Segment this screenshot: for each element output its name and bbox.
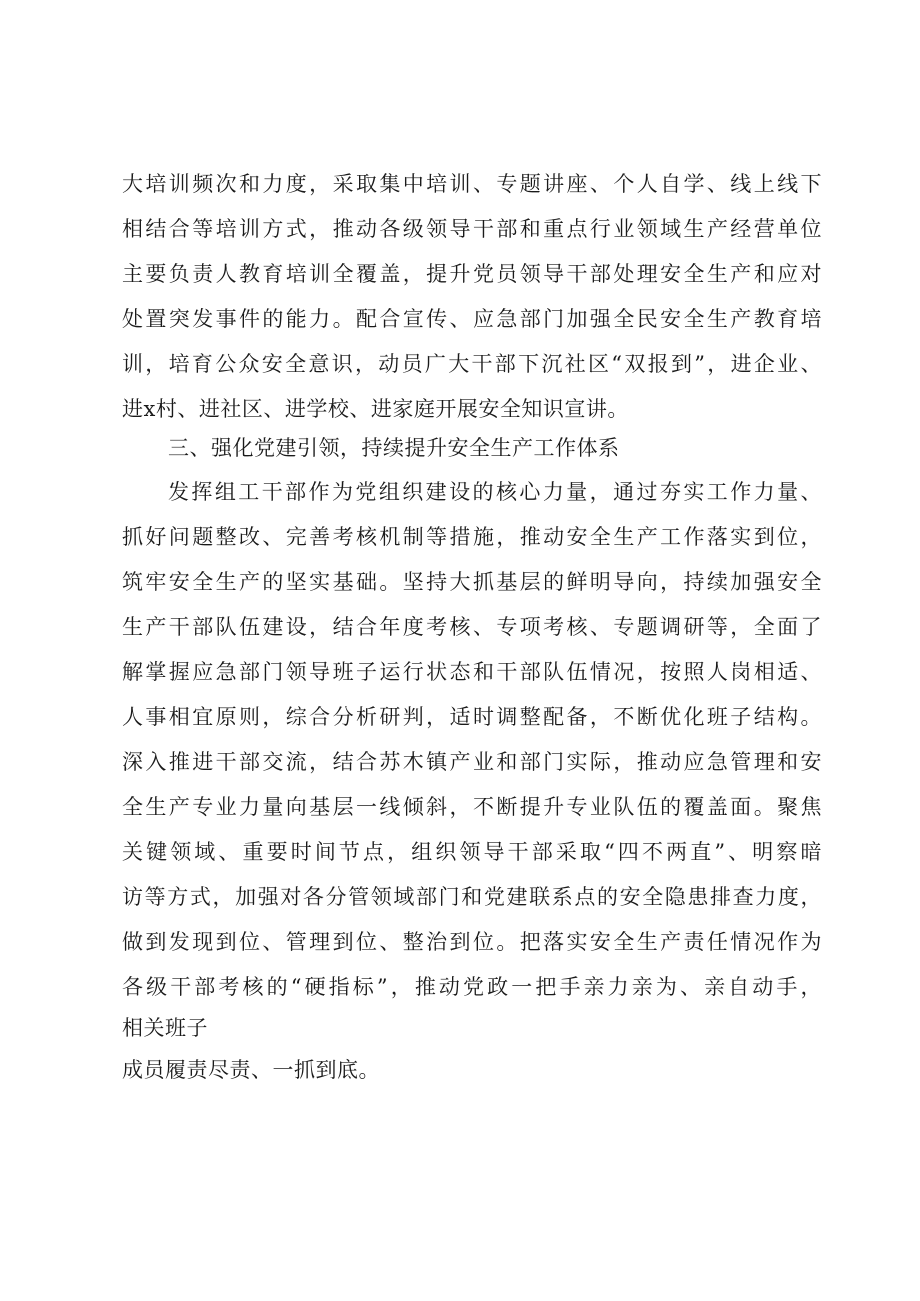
- paragraph-1-line-4: 处置突发事件的能力。配合宣传、应急部门加强全民安全生产教育培: [122, 307, 822, 331]
- paragraph-2-line-4: 生产干部队伍建设，结合年度考核、专项考核、专题调研等，全面了: [122, 615, 822, 639]
- paragraph-2-line-13: 相关班子: [122, 1016, 208, 1040]
- paragraph-2-line-11: 做到发现到位、管理到位、整治到位。把落实安全生产责任情况作为: [122, 930, 822, 954]
- paragraph-2-line-10: 访等方式，加强对各分管领域部门和党建联系点的安全隐患排查力度，: [122, 885, 822, 909]
- paragraph-2-line-1: 发挥组工干部作为党组织建设的核心力量，通过夯实工作力量、: [168, 480, 822, 504]
- paragraph-1-line-1: 大培训频次和力度，采取集中培训、专题讲座、个人自学、线上线下: [122, 172, 822, 196]
- paragraph-1-line-6: 进x村、进社区、进学校、进家庭开展安全知识宣讲。: [122, 397, 629, 421]
- paragraph-2-line-5: 解掌握应急部门领导班子运行状态和干部队伍情况，按照人岗相适、: [122, 660, 822, 684]
- paragraph-1-line-3: 主要负责人教育培训全覆盖，提升党员领导干部处理安全生产和应对: [122, 262, 822, 286]
- paragraph-1-line-2: 相结合等培训方式，推动各级领导干部和重点行业领域生产经营单位: [122, 217, 822, 241]
- paragraph-2-line-2: 抓好问题整改、完善考核机制等措施，推动安全生产工作落实到位，: [122, 525, 822, 549]
- paragraph-2-line-14: 成员履责尽责、一抓到底。: [122, 1058, 380, 1082]
- paragraph-2-line-3: 筑牢安全生产的坚实基础。坚持大抓基层的鲜明导向，持续加强安全: [122, 570, 822, 594]
- paragraph-2-line-12: 各级干部考核的“硬指标”，推动党政一把手亲力亲为、亲自动手，: [122, 975, 822, 999]
- paragraph-2-line-9: 关键领域、重要时间节点，组织领导干部采取“四不两直”、明察暗: [122, 840, 822, 864]
- paragraph-2-line-8: 全生产专业力量向基层一线倾斜，不断提升专业队伍的覆盖面。聚焦: [122, 795, 822, 819]
- section-heading: 三、强化党建引领，持续提升安全生产工作体系: [168, 436, 620, 460]
- paragraph-2-line-7: 深入推进干部交流，结合苏木镇产业和部门实际，推动应急管理和安: [122, 750, 822, 774]
- paragraph-2-line-6: 人事相宜原则，综合分析研判，适时调整配备，不断优化班子结构。: [122, 705, 822, 729]
- paragraph-1-line-5: 训，培育公众安全意识，动员广大干部下沉社区“双报到”，进企业、: [122, 352, 822, 376]
